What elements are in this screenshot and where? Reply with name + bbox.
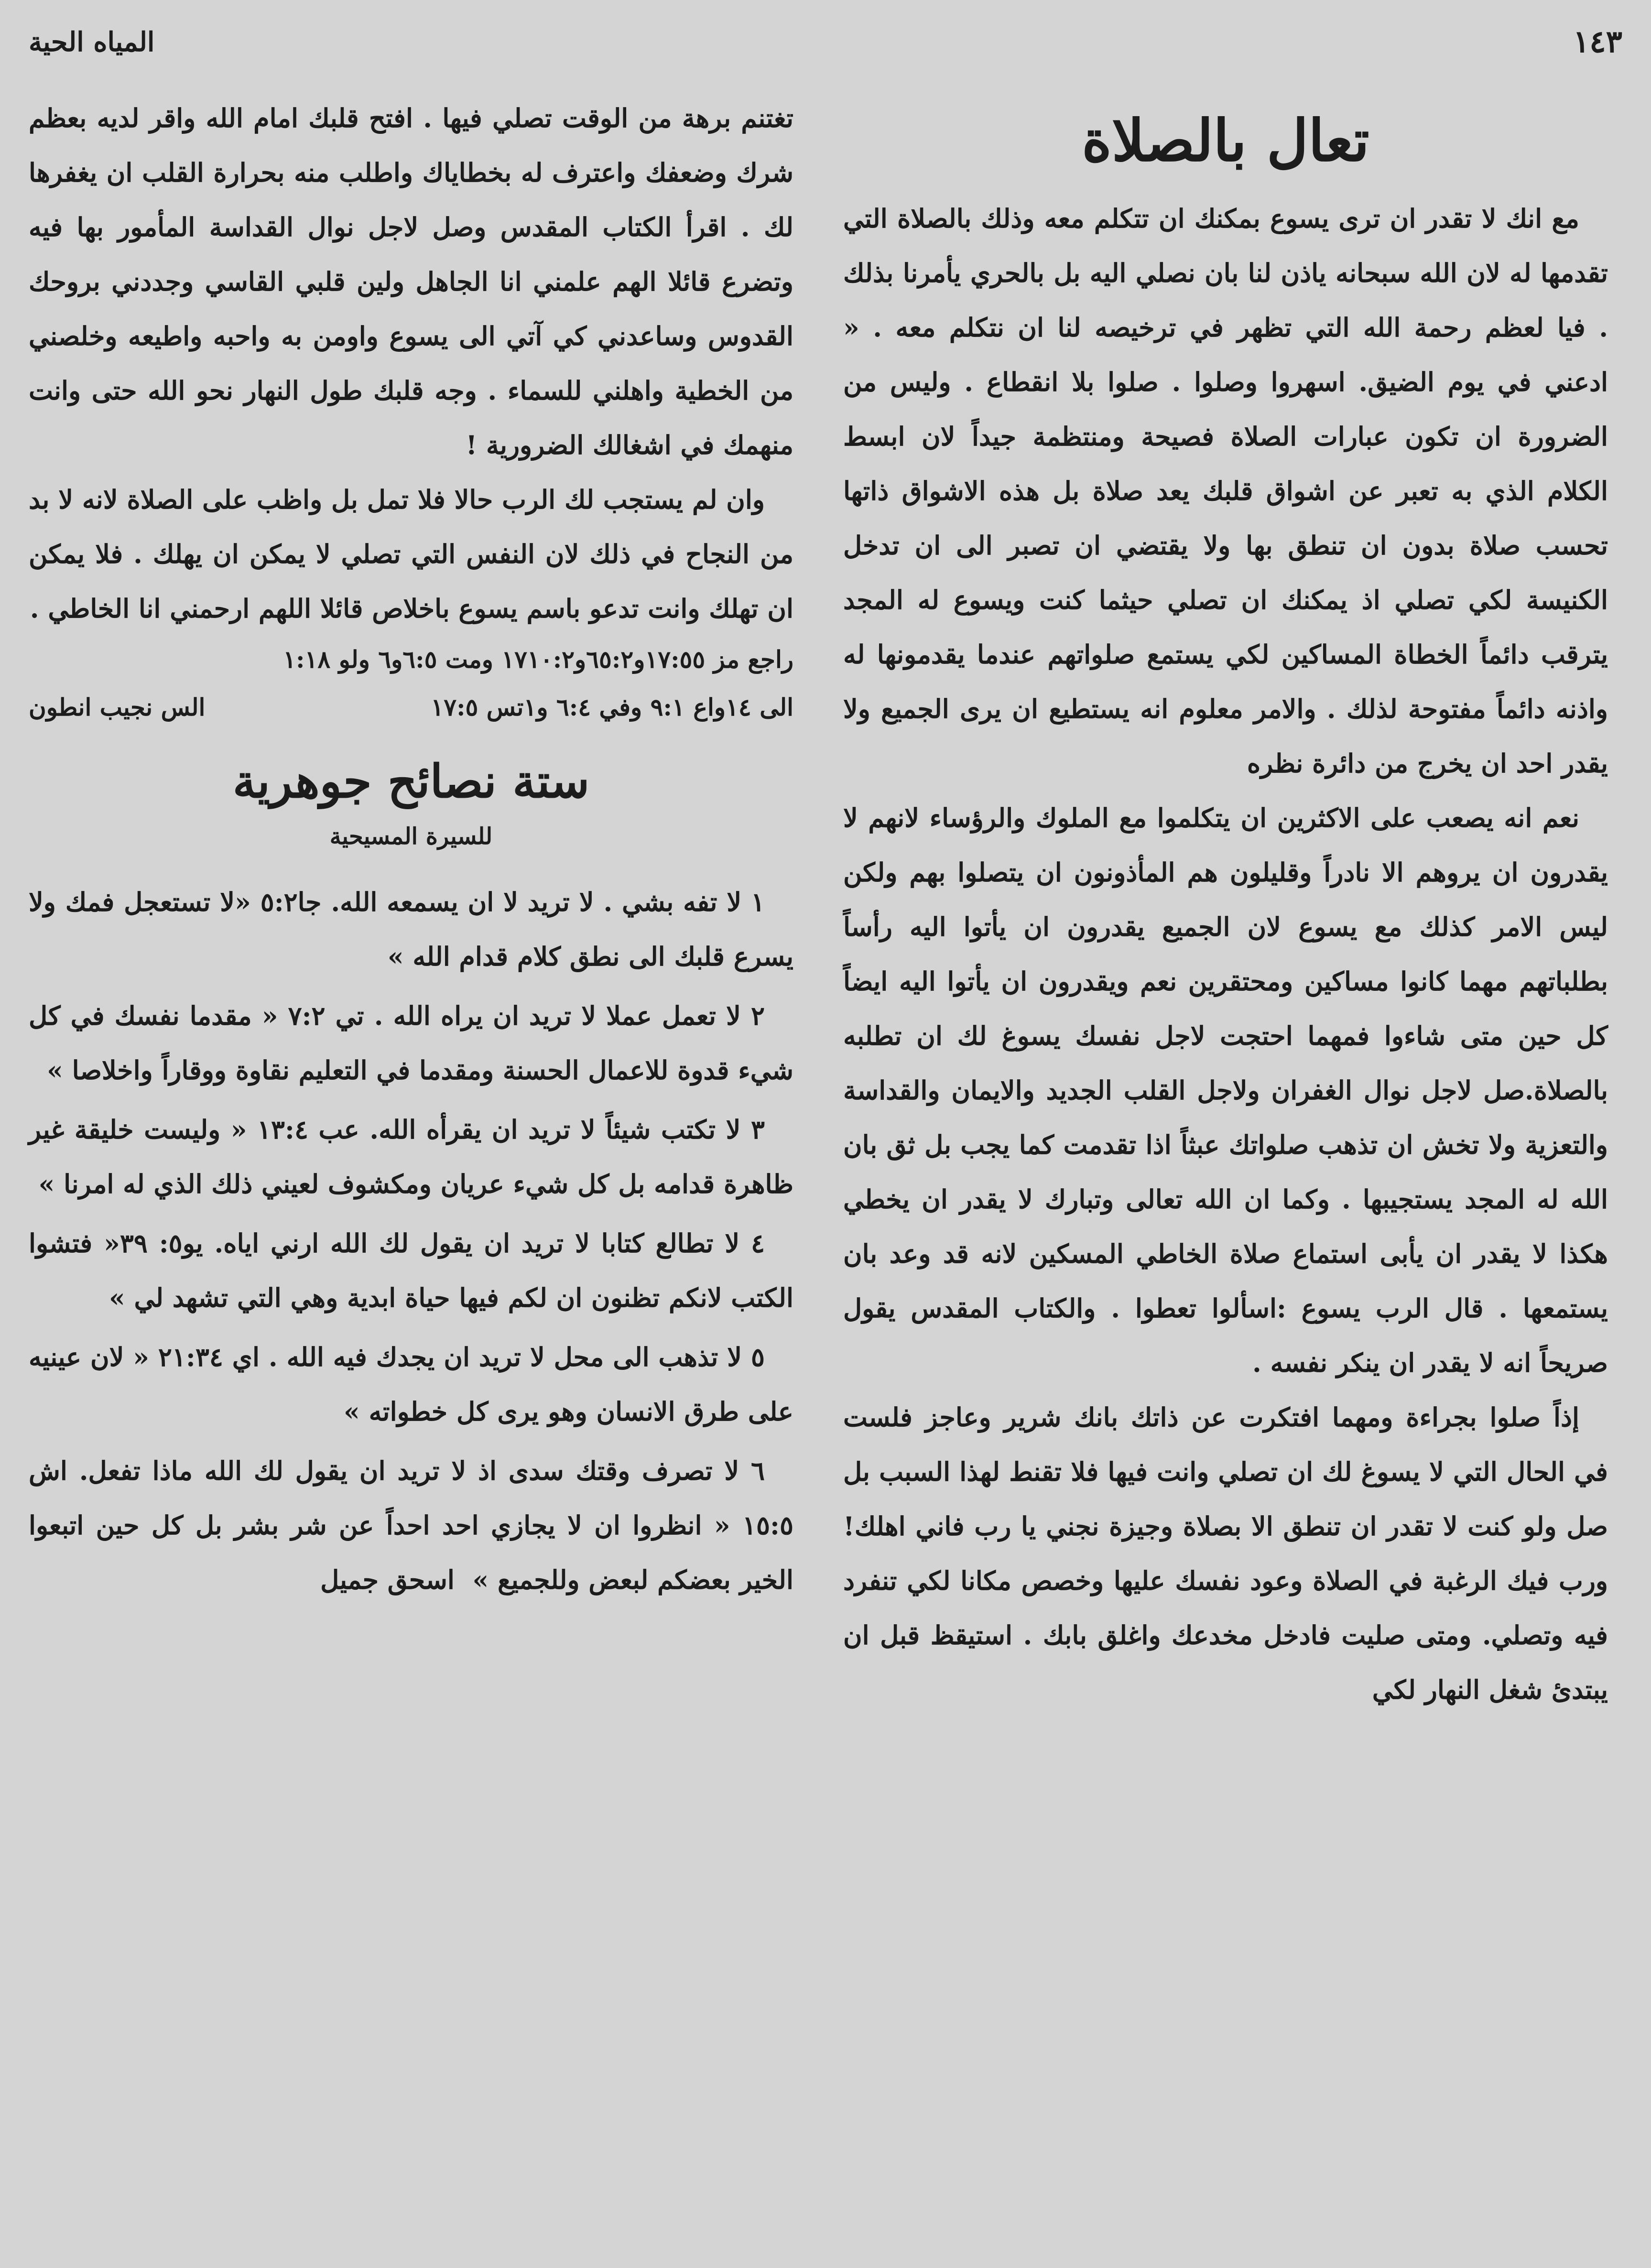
advice-item-text: ٦ لا تصرف وقتك سدى اذ لا تريد ان يقول لك الله ماذا تفعل. اش ١٥:٥ « انظروا ان لا يجازي احد احداً عن شر بشر بل كل حين اتبعوا الخير بعضكم لبعض وللجميع » bbox=[29, 1455, 793, 1595]
section-author: اسحق جميل bbox=[320, 1564, 455, 1595]
article-paragraph: وان لم يستجب لك الرب حالا فلا تمل بل واظب على الصلاة لانه لا بد من النجاح في ذلك لان النفس التي تصلي لا يمكن ان يهلك . فلا يمكن ان تهلك وانت تدعو باسم يسوع باخلاص قائلا اللهم ارحمني انا الخاطي . bbox=[29, 484, 793, 624]
article-paragraph: تغتنم برهة من الوقت تصلي فيها . افتح قلبك امام الله واقر لديه بعظم شرك وضعفك واعترف له بخطاياك واطلب منه بحرارة القلب ان يغفرها لك . اقرأ الكتاب المقدس وصل لاجل نوال القداسة المأمور بها فيه وتضرع قائلا الهم علمني انا الجاهل ولين قلبي القاسي وجددني بروحك القدوس وساعدني كي آتي الى يسوع واومن به واحبه واطيعه وخلصني من الخطية واهلني للسماء . وجه قلبك طول النهار نحو الله حتى وانت منهمك في اشغالك الضرورية ! bbox=[29, 103, 793, 460]
section-subtitle: للسيرة المسيحية bbox=[329, 823, 493, 850]
article-author: الس نجيب انطون bbox=[29, 693, 206, 721]
advice-item: ٢ لا تعمل عملا لا تريد ان يراه الله . تي ٧:٢ « مقدما نفسك في كل شيء قدوة للاعمال الحسنة ومقدما في التعليم نقاوة ووقاراً واخلاصا » bbox=[29, 1000, 793, 1085]
advice-item bbox=[29, 1443, 793, 1607]
advice-item: ٣ لا تكتب شيئاً لا تريد ان يقرأه الله. عب ١٣:٤ « وليست خليقة غير ظاهرة قدامه بل كل شيء عريان ومكشوف لعيني ذلك الذي له امرنا » bbox=[29, 1114, 793, 1199]
magazine-title: المياه الحية bbox=[29, 26, 155, 58]
advice-item: ١ لا تفه بشي . لا تريد لا ان يسمعه الله. جا٥:٢ «لا تستعجل فمك ولا يسرع قلبك الى نطق كلام قدام الله » bbox=[29, 887, 793, 972]
advice-list bbox=[29, 875, 793, 1607]
advice-item: ٥ لا تذهب الى محل لا تريد ان يجدك فيه الله . اي ٢١:٣٤ « لان عينيه على طرق الانسان وهو يرى كل خطواته » bbox=[29, 1342, 793, 1427]
article-paragraph: نعم انه يصعب على الاكثرين ان يتكلموا مع الملوك والرؤساء لانهم لا يقدرون ان يروهم الا نادراً وقليلون هم المأذونون ان يتصلوا بهم ولكن ليس الامر كذلك مع يسوع لان الجميع يقدرون ان يأتوا اليه رأساً بطلباتهم مهما كانوا مساكين ومحتقرين نعم ويقدرون ان يأتوا اليه ايضاً كل حين متى شاءوا فمهما احتجت لاجل نفسك يسوغ لك ان تطلبه بالصلاة.صل لاجل نوال الغفران ولاجل القلب الجديد والايمان والقداسة والتعزية ولا تخش ان تذهب صلواتك عبثاً اذا تقدمت كما يجب بل ثق بان الله له المجد يستجيبها . وكما ان الله تعالى وتبارك لا يقدر ان يخطي هكذا لا يقدر ان يأبى استماع صلاة الخاطي المسكين لانه قد وعد بان يستمعها . قال الرب يسوع :اسألوا تعطوا . والكتاب المقدس يقول صريحاً انه لا يقدر ان ينكر نفسه . bbox=[843, 803, 1608, 1378]
references-line bbox=[29, 684, 793, 731]
references-text: راجع مز ١٧:٥٥و٦٥:٢و١٧١٠:٢ ومت ٦:٥و٦ ولو ١:١٨ bbox=[283, 645, 793, 673]
article-title: تعال بالصلاة bbox=[1082, 107, 1369, 174]
right-column bbox=[843, 91, 1608, 1717]
references-line bbox=[29, 636, 793, 684]
section-title: ستة نصائح جوهرية bbox=[232, 754, 590, 808]
article-paragraph: مع انك لا تقدر ان ترى يسوع بمكنك ان تتكلم معه وذلك بالصلاة التي تقدمها له لان الله سبحانه ياذن لنا بان نصلي اليه بل بالحري يأمرنا بذلك . فيا لعظم رحمة الله التي تظهر في ترخيصه لنا ان نتكلم معه . « ادعني في يوم الضيق. اسهروا وصلوا . صلوا بلا انقطاع . وليس من الضرورة ان تكون عبارات الصلاة فصيحة ومنتظمة جيداً لان ابسط الكلام الذي به تعبر عن اشواق قلبك يعد صلاة بل هذه الاشواق ذاتها تحسب صلاة بدون ان تنطق بها ولا يقتضي ان تصبر الى ان تدخل الكنيسة لكي تصلي اذ يمكنك ان تصلي حيثما كنت ويسوع له المجد يترقب دائماً الخطاة المساكين لكي يستمع صلواتهم عندما يقدمونها له واذنه دائماً مفتوحة لذلك . والامر معلوم انه يستطيع ان يرى الجميع ولا يقدر احد ان يخرج من دائرة نظره bbox=[843, 203, 1608, 779]
page-number: ١٤٣ bbox=[1573, 24, 1622, 60]
advice-item: ٤ لا تطالع كتابا لا تريد ان يقول لك الله ارني اياه. يو٥: ٣٩« فتشوا الكتب لانكم تظنون ان لكم فيها حياة ابدية وهي التي تشهد لي » bbox=[29, 1228, 793, 1313]
article-paragraph: إذاً صلوا بجراءة ومهما افتكرت عن ذاتك بانك شرير وعاجز فلست في الحال التي لا يسوغ لك ان تصلي وانت فيها فلا تقنط لهذا السبب بل صل ولو كنت لا تقدر ان تنطق الا بصلاة وجيزة نجني يا رب فاني اهلك! ورب فيك الرغبة في الصلاة وعود نفسك عليها وخصص مكانا لكي تنفرد فيه وتصلي. ومتى صليت فادخل مخدعك واغلق بابك . استيقظ قبل ان يبتدئ شغل النهار لكي bbox=[843, 1402, 1608, 1705]
references-text: الى ١٤واع ٩:١ وفي ٦:٤ و١تس ١٧:٥ bbox=[431, 693, 793, 721]
left-column bbox=[29, 91, 793, 1612]
